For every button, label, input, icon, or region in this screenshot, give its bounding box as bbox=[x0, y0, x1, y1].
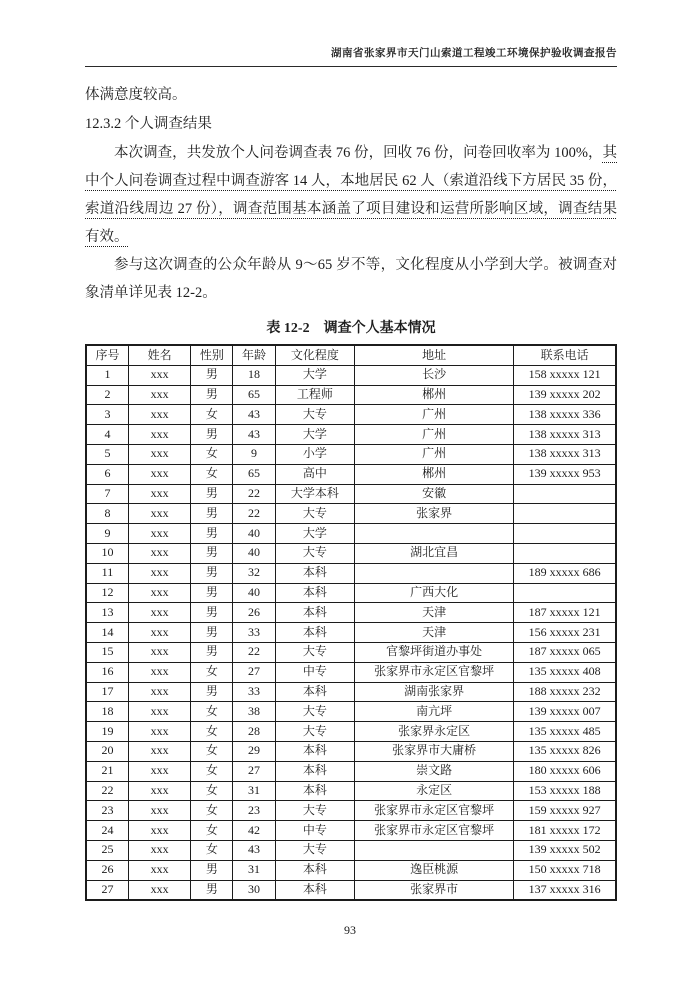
table-cell: xxx bbox=[128, 444, 191, 464]
table-cell: 43 bbox=[233, 425, 275, 445]
table-cell: 15 bbox=[86, 642, 128, 662]
table-cell: xxx bbox=[128, 504, 191, 524]
table-cell: 本科 bbox=[275, 880, 355, 900]
table-cell: 小学 bbox=[275, 444, 355, 464]
table-cell: 17 bbox=[86, 682, 128, 702]
table-cell: 27 bbox=[233, 662, 275, 682]
table-cell: 2 bbox=[86, 385, 128, 405]
table-cell: 广州 bbox=[355, 425, 514, 445]
table-row bbox=[86, 464, 616, 484]
table-cell: 153 xxxxx 188 bbox=[514, 781, 616, 801]
table-cell: 本科 bbox=[275, 603, 355, 623]
table-cell: 1 bbox=[86, 365, 128, 385]
table-cell: 5 bbox=[86, 444, 128, 464]
table-cell: 中专 bbox=[275, 821, 355, 841]
table-cell: xxx bbox=[128, 741, 191, 761]
table-cell bbox=[514, 583, 616, 603]
table-row bbox=[86, 444, 616, 464]
table-cell: xxx bbox=[128, 801, 191, 821]
table-row bbox=[86, 781, 616, 801]
table-body bbox=[86, 365, 616, 900]
table-cell: 男 bbox=[191, 563, 233, 583]
table-cell: 女 bbox=[191, 840, 233, 860]
table-cell: 官黎坪街道办事处 bbox=[355, 642, 514, 662]
table-cell: 张家界市 bbox=[355, 880, 514, 900]
table-cell: 男 bbox=[191, 425, 233, 445]
table-cell: xxx bbox=[128, 761, 191, 781]
table-cell: 大学 bbox=[275, 524, 355, 544]
table-cell: xxx bbox=[128, 464, 191, 484]
table-cell: xxx bbox=[128, 543, 191, 563]
table-cell: 男 bbox=[191, 524, 233, 544]
table-cell: 天津 bbox=[355, 623, 514, 643]
table-cell: 188 xxxxx 232 bbox=[514, 682, 616, 702]
table-cell: 40 bbox=[233, 583, 275, 603]
table-cell: 女 bbox=[191, 801, 233, 821]
table-cell: 大专 bbox=[275, 405, 355, 425]
table-row bbox=[86, 385, 616, 405]
document-body bbox=[85, 81, 617, 307]
table-row bbox=[86, 603, 616, 623]
table-cell: xxx bbox=[128, 702, 191, 722]
table-cell: 广西大化 bbox=[355, 583, 514, 603]
table-cell: 大专 bbox=[275, 702, 355, 722]
table-cell: 男 bbox=[191, 603, 233, 623]
table-cell: 187 xxxxx 121 bbox=[514, 603, 616, 623]
table-cell: 180 xxxxx 606 bbox=[514, 761, 616, 781]
paragraph-survey-summary bbox=[85, 139, 617, 251]
table-cell: 张家界永定区 bbox=[355, 722, 514, 742]
table-cell: 159 xxxxx 927 bbox=[514, 801, 616, 821]
table-cell: xxx bbox=[128, 722, 191, 742]
table-cell: 女 bbox=[191, 761, 233, 781]
table-cell: 本科 bbox=[275, 860, 355, 880]
table-cell: 65 bbox=[233, 464, 275, 484]
table-cell: xxx bbox=[128, 405, 191, 425]
table-cell: 42 bbox=[233, 821, 275, 841]
table-cell: 9 bbox=[86, 524, 128, 544]
table-cell: 男 bbox=[191, 682, 233, 702]
table-cell: 湖北宜昌 bbox=[355, 543, 514, 563]
table-cell: 19 bbox=[86, 722, 128, 742]
table-cell bbox=[355, 840, 514, 860]
table-cell: 大专 bbox=[275, 801, 355, 821]
table-cell: 181 xxxxx 172 bbox=[514, 821, 616, 841]
table-cell: 本科 bbox=[275, 781, 355, 801]
table-cell: 本科 bbox=[275, 682, 355, 702]
table-cell: 男 bbox=[191, 543, 233, 563]
table-cell: 男 bbox=[191, 365, 233, 385]
table-cell bbox=[514, 524, 616, 544]
table-cell: 男 bbox=[191, 860, 233, 880]
table-cell: xxx bbox=[128, 563, 191, 583]
table-row bbox=[86, 761, 616, 781]
table-cell: xxx bbox=[128, 642, 191, 662]
table-cell: 135 xxxxx 826 bbox=[514, 741, 616, 761]
table-cell: 18 bbox=[86, 702, 128, 722]
table-cell: 高中 bbox=[275, 464, 355, 484]
table-cell bbox=[355, 524, 514, 544]
table-cell: xxx bbox=[128, 623, 191, 643]
paragraph-survey-summary-underlined: 其中个人问卷调查过程中调查游客 14 人，本地居民 62 人（索道沿线下方居民 35 份，索道沿线周边 27 份），调查范围基本涵盖了项目建设和运营所影响区域，调查结果有效。 bbox=[85, 145, 617, 245]
table-cell bbox=[514, 504, 616, 524]
table-row bbox=[86, 405, 616, 425]
table-row bbox=[86, 425, 616, 445]
table-cell: 湖南张家界 bbox=[355, 682, 514, 702]
table-cell: 32 bbox=[233, 563, 275, 583]
table-cell: 23 bbox=[86, 801, 128, 821]
column-header-education: 文化程度 bbox=[275, 345, 355, 365]
table-cell: 女 bbox=[191, 781, 233, 801]
table-cell: 男 bbox=[191, 504, 233, 524]
column-header-gender: 性别 bbox=[191, 345, 233, 365]
table-cell: 9 bbox=[233, 444, 275, 464]
table-row bbox=[86, 504, 616, 524]
table-cell: 29 bbox=[233, 741, 275, 761]
table-cell: 187 xxxxx 065 bbox=[514, 642, 616, 662]
table-cell: 天津 bbox=[355, 603, 514, 623]
table-header-row bbox=[86, 345, 616, 365]
table-cell: 男 bbox=[191, 880, 233, 900]
table-cell: 男 bbox=[191, 484, 233, 504]
page-number: 93 bbox=[344, 923, 356, 937]
table-cell: 33 bbox=[233, 623, 275, 643]
table-cell: 135 xxxxx 408 bbox=[514, 662, 616, 682]
table-cell: 22 bbox=[86, 781, 128, 801]
table-cell: 8 bbox=[86, 504, 128, 524]
table-row bbox=[86, 860, 616, 880]
table-cell: 22 bbox=[233, 642, 275, 662]
table-cell: 郴州 bbox=[355, 385, 514, 405]
table-cell: xxx bbox=[128, 662, 191, 682]
intro-paragraph: 体满意度较高。 bbox=[85, 87, 187, 103]
table-cell: 43 bbox=[233, 405, 275, 425]
table-row bbox=[86, 880, 616, 900]
table-cell: 男 bbox=[191, 642, 233, 662]
table-cell: 16 bbox=[86, 662, 128, 682]
table-cell: 本科 bbox=[275, 563, 355, 583]
table-cell: 男 bbox=[191, 623, 233, 643]
table-cell: xxx bbox=[128, 821, 191, 841]
table-row bbox=[86, 662, 616, 682]
paragraph-age-range: 参与这次调查的公众年龄从 9～65 岁不等，文化程度从小学到大学。被调查对象清单详见表 12-2。 bbox=[85, 257, 617, 301]
table-row bbox=[86, 484, 616, 504]
table-cell: xxx bbox=[128, 781, 191, 801]
table-cell: 22 bbox=[233, 484, 275, 504]
table-cell: 广州 bbox=[355, 444, 514, 464]
table-cell: 20 bbox=[86, 741, 128, 761]
table-row bbox=[86, 623, 616, 643]
table-cell: 本科 bbox=[275, 583, 355, 603]
table-cell: xxx bbox=[128, 365, 191, 385]
table-cell: xxx bbox=[128, 425, 191, 445]
table-cell: 大学 bbox=[275, 425, 355, 445]
table-cell: 张家界市永定区官黎坪 bbox=[355, 662, 514, 682]
table-cell: 大专 bbox=[275, 722, 355, 742]
table-cell: 大学 bbox=[275, 365, 355, 385]
table-cell: 33 bbox=[233, 682, 275, 702]
table-cell: 大专 bbox=[275, 840, 355, 860]
table-cell: 27 bbox=[86, 880, 128, 900]
table-cell bbox=[514, 543, 616, 563]
table-cell: xxx bbox=[128, 860, 191, 880]
table-cell: 长沙 bbox=[355, 365, 514, 385]
table-cell: 28 bbox=[233, 722, 275, 742]
table-cell: 38 bbox=[233, 702, 275, 722]
table-cell: 25 bbox=[86, 840, 128, 860]
table-cell: 广州 bbox=[355, 405, 514, 425]
table-cell: 永定区 bbox=[355, 781, 514, 801]
table-row bbox=[86, 543, 616, 563]
table-cell: 男 bbox=[191, 385, 233, 405]
table-cell: 40 bbox=[233, 543, 275, 563]
table-cell: 65 bbox=[233, 385, 275, 405]
table-cell: 23 bbox=[233, 801, 275, 821]
table-row bbox=[86, 801, 616, 821]
table-cell: 中专 bbox=[275, 662, 355, 682]
table-cell: 150 xxxxx 718 bbox=[514, 860, 616, 880]
table-cell: 男 bbox=[191, 583, 233, 603]
table-cell: 大学本科 bbox=[275, 484, 355, 504]
table-cell bbox=[514, 484, 616, 504]
column-header-name: 姓名 bbox=[128, 345, 191, 365]
table-cell: 本科 bbox=[275, 761, 355, 781]
table-cell: 崇文路 bbox=[355, 761, 514, 781]
table-row bbox=[86, 524, 616, 544]
table-cell: xxx bbox=[128, 880, 191, 900]
table-cell: 逸臣桃源 bbox=[355, 860, 514, 880]
table-cell: xxx bbox=[128, 524, 191, 544]
table-cell: 11 bbox=[86, 563, 128, 583]
table-cell: 27 bbox=[233, 761, 275, 781]
table-row bbox=[86, 682, 616, 702]
table-row bbox=[86, 821, 616, 841]
header-rule bbox=[85, 66, 617, 67]
table-cell: 139 xxxxx 007 bbox=[514, 702, 616, 722]
table-cell: 21 bbox=[86, 761, 128, 781]
table-cell: 郴州 bbox=[355, 464, 514, 484]
table-cell: 139 xxxxx 953 bbox=[514, 464, 616, 484]
column-header-phone: 联系电话 bbox=[514, 345, 616, 365]
table-cell: 本科 bbox=[275, 741, 355, 761]
table-cell: 135 xxxxx 485 bbox=[514, 722, 616, 742]
table-cell: 156 xxxxx 231 bbox=[514, 623, 616, 643]
table-cell: 6 bbox=[86, 464, 128, 484]
table-row bbox=[86, 702, 616, 722]
table-cell: xxx bbox=[128, 840, 191, 860]
table-row bbox=[86, 840, 616, 860]
table-cell: 女 bbox=[191, 702, 233, 722]
column-header-address: 地址 bbox=[355, 345, 514, 365]
table-cell: 工程师 bbox=[275, 385, 355, 405]
table-cell: xxx bbox=[128, 583, 191, 603]
table-cell: 女 bbox=[191, 821, 233, 841]
table-cell: 3 bbox=[86, 405, 128, 425]
table-cell: 189 xxxxx 686 bbox=[514, 563, 616, 583]
table-cell: 张家界市永定区官黎坪 bbox=[355, 821, 514, 841]
table-cell: 31 bbox=[233, 860, 275, 880]
table-cell: 张家界 bbox=[355, 504, 514, 524]
table-row bbox=[86, 642, 616, 662]
column-header-index: 序号 bbox=[86, 345, 128, 365]
table-cell: 24 bbox=[86, 821, 128, 841]
table-cell: xxx bbox=[128, 682, 191, 702]
table-cell: 安徽 bbox=[355, 484, 514, 504]
table-cell: 大专 bbox=[275, 504, 355, 524]
table-cell: 26 bbox=[86, 860, 128, 880]
table-cell: 138 xxxxx 313 bbox=[514, 444, 616, 464]
table-row bbox=[86, 365, 616, 385]
table-cell: 南亢坪 bbox=[355, 702, 514, 722]
table-cell: 158 xxxxx 121 bbox=[514, 365, 616, 385]
table-cell: 女 bbox=[191, 662, 233, 682]
table-cell: 本科 bbox=[275, 623, 355, 643]
table-cell: 43 bbox=[233, 840, 275, 860]
table-cell: xxx bbox=[128, 385, 191, 405]
table-cell: xxx bbox=[128, 603, 191, 623]
table-cell: 14 bbox=[86, 623, 128, 643]
table-cell: 大专 bbox=[275, 642, 355, 662]
section-heading: 12.3.2 个人调查结果 bbox=[85, 116, 212, 132]
table-cell: 30 bbox=[233, 880, 275, 900]
paragraph-survey-summary-normal: 本次调查，共发放个人问卷调查表 76 份，回收 76 份，问卷回收率为 100%， bbox=[114, 145, 603, 161]
table-caption: 表 12-2 调查个人基本情况 bbox=[266, 321, 436, 336]
doc-header-title: 湖南省张家界市天门山索道工程竣工环境保护验收调查报告 bbox=[331, 48, 617, 59]
table-cell: 18 bbox=[233, 365, 275, 385]
table-cell: 女 bbox=[191, 444, 233, 464]
table-cell: 张家界市大庸桥 bbox=[355, 741, 514, 761]
table-row bbox=[86, 563, 616, 583]
table-cell: 女 bbox=[191, 722, 233, 742]
table-cell: 女 bbox=[191, 741, 233, 761]
table-cell: 女 bbox=[191, 464, 233, 484]
table-row bbox=[86, 741, 616, 761]
table-cell: 31 bbox=[233, 781, 275, 801]
table-cell: 女 bbox=[191, 405, 233, 425]
table-cell: 13 bbox=[86, 603, 128, 623]
table-cell: 10 bbox=[86, 543, 128, 563]
table-row bbox=[86, 722, 616, 742]
table-cell: 40 bbox=[233, 524, 275, 544]
table-cell: 4 bbox=[86, 425, 128, 445]
table-row bbox=[86, 583, 616, 603]
table-cell: 12 bbox=[86, 583, 128, 603]
table-cell bbox=[355, 563, 514, 583]
table-cell: 7 bbox=[86, 484, 128, 504]
table-cell: 138 xxxxx 313 bbox=[514, 425, 616, 445]
table-cell: 张家界市永定区官黎坪 bbox=[355, 801, 514, 821]
column-header-age: 年龄 bbox=[233, 345, 275, 365]
table-cell: 137 xxxxx 316 bbox=[514, 880, 616, 900]
table-cell: 139 xxxxx 502 bbox=[514, 840, 616, 860]
table-cell: 22 bbox=[233, 504, 275, 524]
table-cell: 139 xxxxx 202 bbox=[514, 385, 616, 405]
table-cell: xxx bbox=[128, 484, 191, 504]
table-cell: 大专 bbox=[275, 543, 355, 563]
table-cell: 26 bbox=[233, 603, 275, 623]
survey-table bbox=[85, 344, 617, 901]
table-cell: 138 xxxxx 336 bbox=[514, 405, 616, 425]
